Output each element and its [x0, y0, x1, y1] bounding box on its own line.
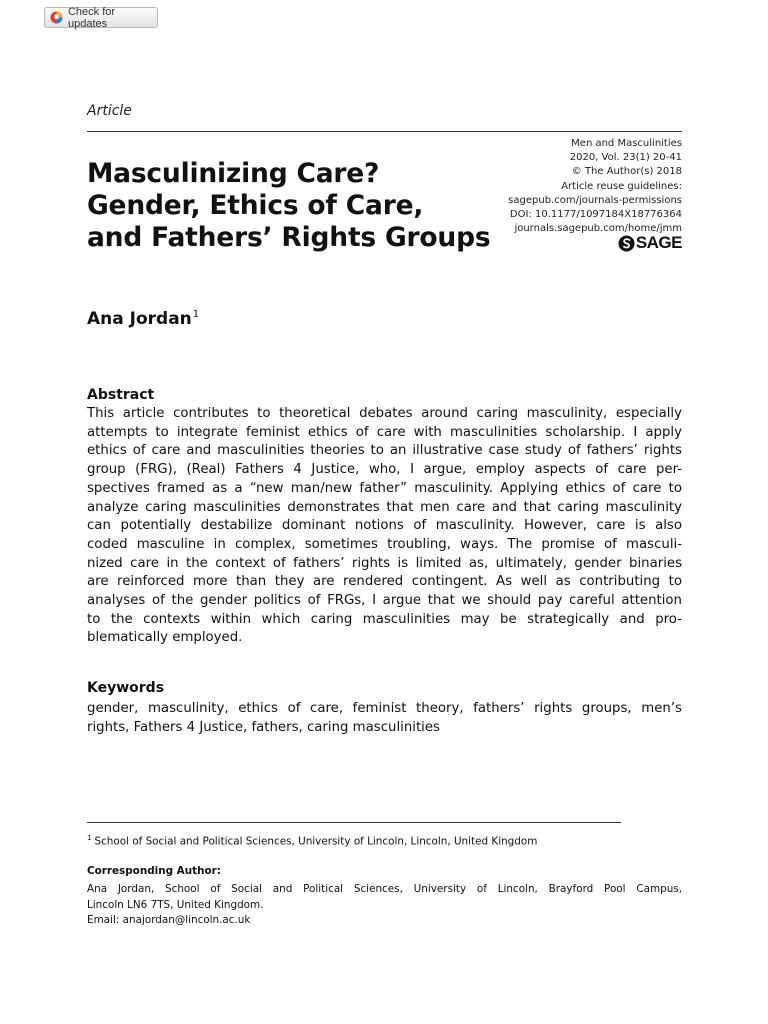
- abstract-line: analyses of the gender politics of FRGs, I argue that we should pay careful attention: [87, 593, 682, 609]
- affiliation-footnote: [87, 834, 537, 847]
- abstract-line: are reinforced more than they are rendered contingent. As well as contributing to: [87, 574, 682, 590]
- abstract-line: nized care in the context of fathers’ rights is limited as, ultimately, gender binaries: [87, 555, 682, 571]
- corresponding-address-line: Lincoln LN6 7TS, United Kingdom.: [87, 898, 264, 911]
- corresponding-author-details: [87, 882, 682, 929]
- sage-logo-icon: [618, 235, 635, 252]
- title-line: and Fathers’ Rights Groups: [87, 222, 491, 253]
- author-name: [87, 309, 199, 329]
- reuse-guidelines-label: Article reuse guidelines:: [561, 180, 682, 192]
- permissions-link[interactable]: sagepub.com/journals-permissions: [508, 194, 682, 206]
- title-line: Masculinizing Care?: [87, 158, 380, 189]
- check-for-updates-button[interactable]: [44, 7, 158, 28]
- publisher-logo-text: SAGE: [635, 233, 682, 252]
- check-for-updates-label: Check for updates: [67, 5, 116, 30]
- corresponding-author-heading: Corresponding Author:: [87, 865, 221, 877]
- abstract-line: coded masculine in complex, sometimes troubling, ways. The promise of masculi-: [87, 536, 682, 552]
- abstract-line: analyze caring masculinities demonstrates that men care and that caring masculinity: [87, 499, 682, 515]
- journal-home-link[interactable]: journals.sagepub.com/home/jmm: [514, 223, 682, 235]
- header-divider: [87, 131, 682, 132]
- keywords-line: gender, masculinity, ethics of care, feminist theory, fathers’ rights groups, men’s: [87, 701, 682, 716]
- doi-link[interactable]: DOI: 10.1177/1097184X18776364: [509, 209, 682, 221]
- abstract-text: [87, 405, 682, 648]
- crossmark-icon: [50, 11, 63, 24]
- article-type-label: Article: [87, 103, 132, 119]
- title-line: Gender, Ethics of Care,: [87, 190, 424, 221]
- abstract-line: group (FRG), (Real) Fathers 4 Justice, who, I argue, employ aspects of care per-: [87, 462, 682, 478]
- corresponding-address-line: Ana Jordan, School of Social and Political Sciences, University of Lincoln, Brayford Pool Campus,: [87, 883, 682, 895]
- abstract-line: attempts to integrate feminist ethics of care with masculinities scholarship. I apply: [87, 424, 682, 440]
- publisher-logo: [618, 233, 682, 253]
- author-name-text: Ana Jordan: [87, 309, 192, 329]
- keywords-line: rights, Fathers 4 Justice, fathers, caring masculinities: [87, 719, 440, 735]
- abstract-line: spectives framed as a “new man/new father” masculinity. Applying ethics of care to: [87, 480, 682, 496]
- abstract-line: This article contributes to theoretical debates around caring masculinity, especially: [87, 406, 682, 421]
- journal-metadata: [422, 137, 682, 236]
- abstract-line: ethics of care and masculinities theories to an illustrative case study of fathers’ rights: [87, 443, 682, 459]
- abstract-heading: Abstract: [87, 387, 155, 403]
- copyright-notice: © The Author(s) 2018: [571, 166, 682, 178]
- corresponding-email[interactable]: Email: anajordan@lincoln.ac.uk: [87, 914, 251, 926]
- footnote-divider: [87, 822, 621, 823]
- affiliation-text: School of Social and Political Sciences, University of Lincoln, Lincoln, United Kingdom: [94, 835, 538, 848]
- keywords-text: [87, 700, 682, 737]
- journal-name: Men and Masculinities: [571, 138, 682, 149]
- affiliation-marker: 1: [192, 309, 200, 321]
- journal-volume: 2020, Vol. 23(1) 20-41: [569, 152, 682, 164]
- abstract-line: blematically employed.: [87, 630, 243, 646]
- abstract-line: can potentially destabilize dominant notions of masculinity. However, care is also: [87, 518, 682, 534]
- keywords-heading: Keywords: [87, 680, 165, 696]
- footnote-marker: 1: [87, 834, 92, 842]
- abstract-line: to the contexts within which caring masculinities may be strategically and pro-: [87, 611, 682, 627]
